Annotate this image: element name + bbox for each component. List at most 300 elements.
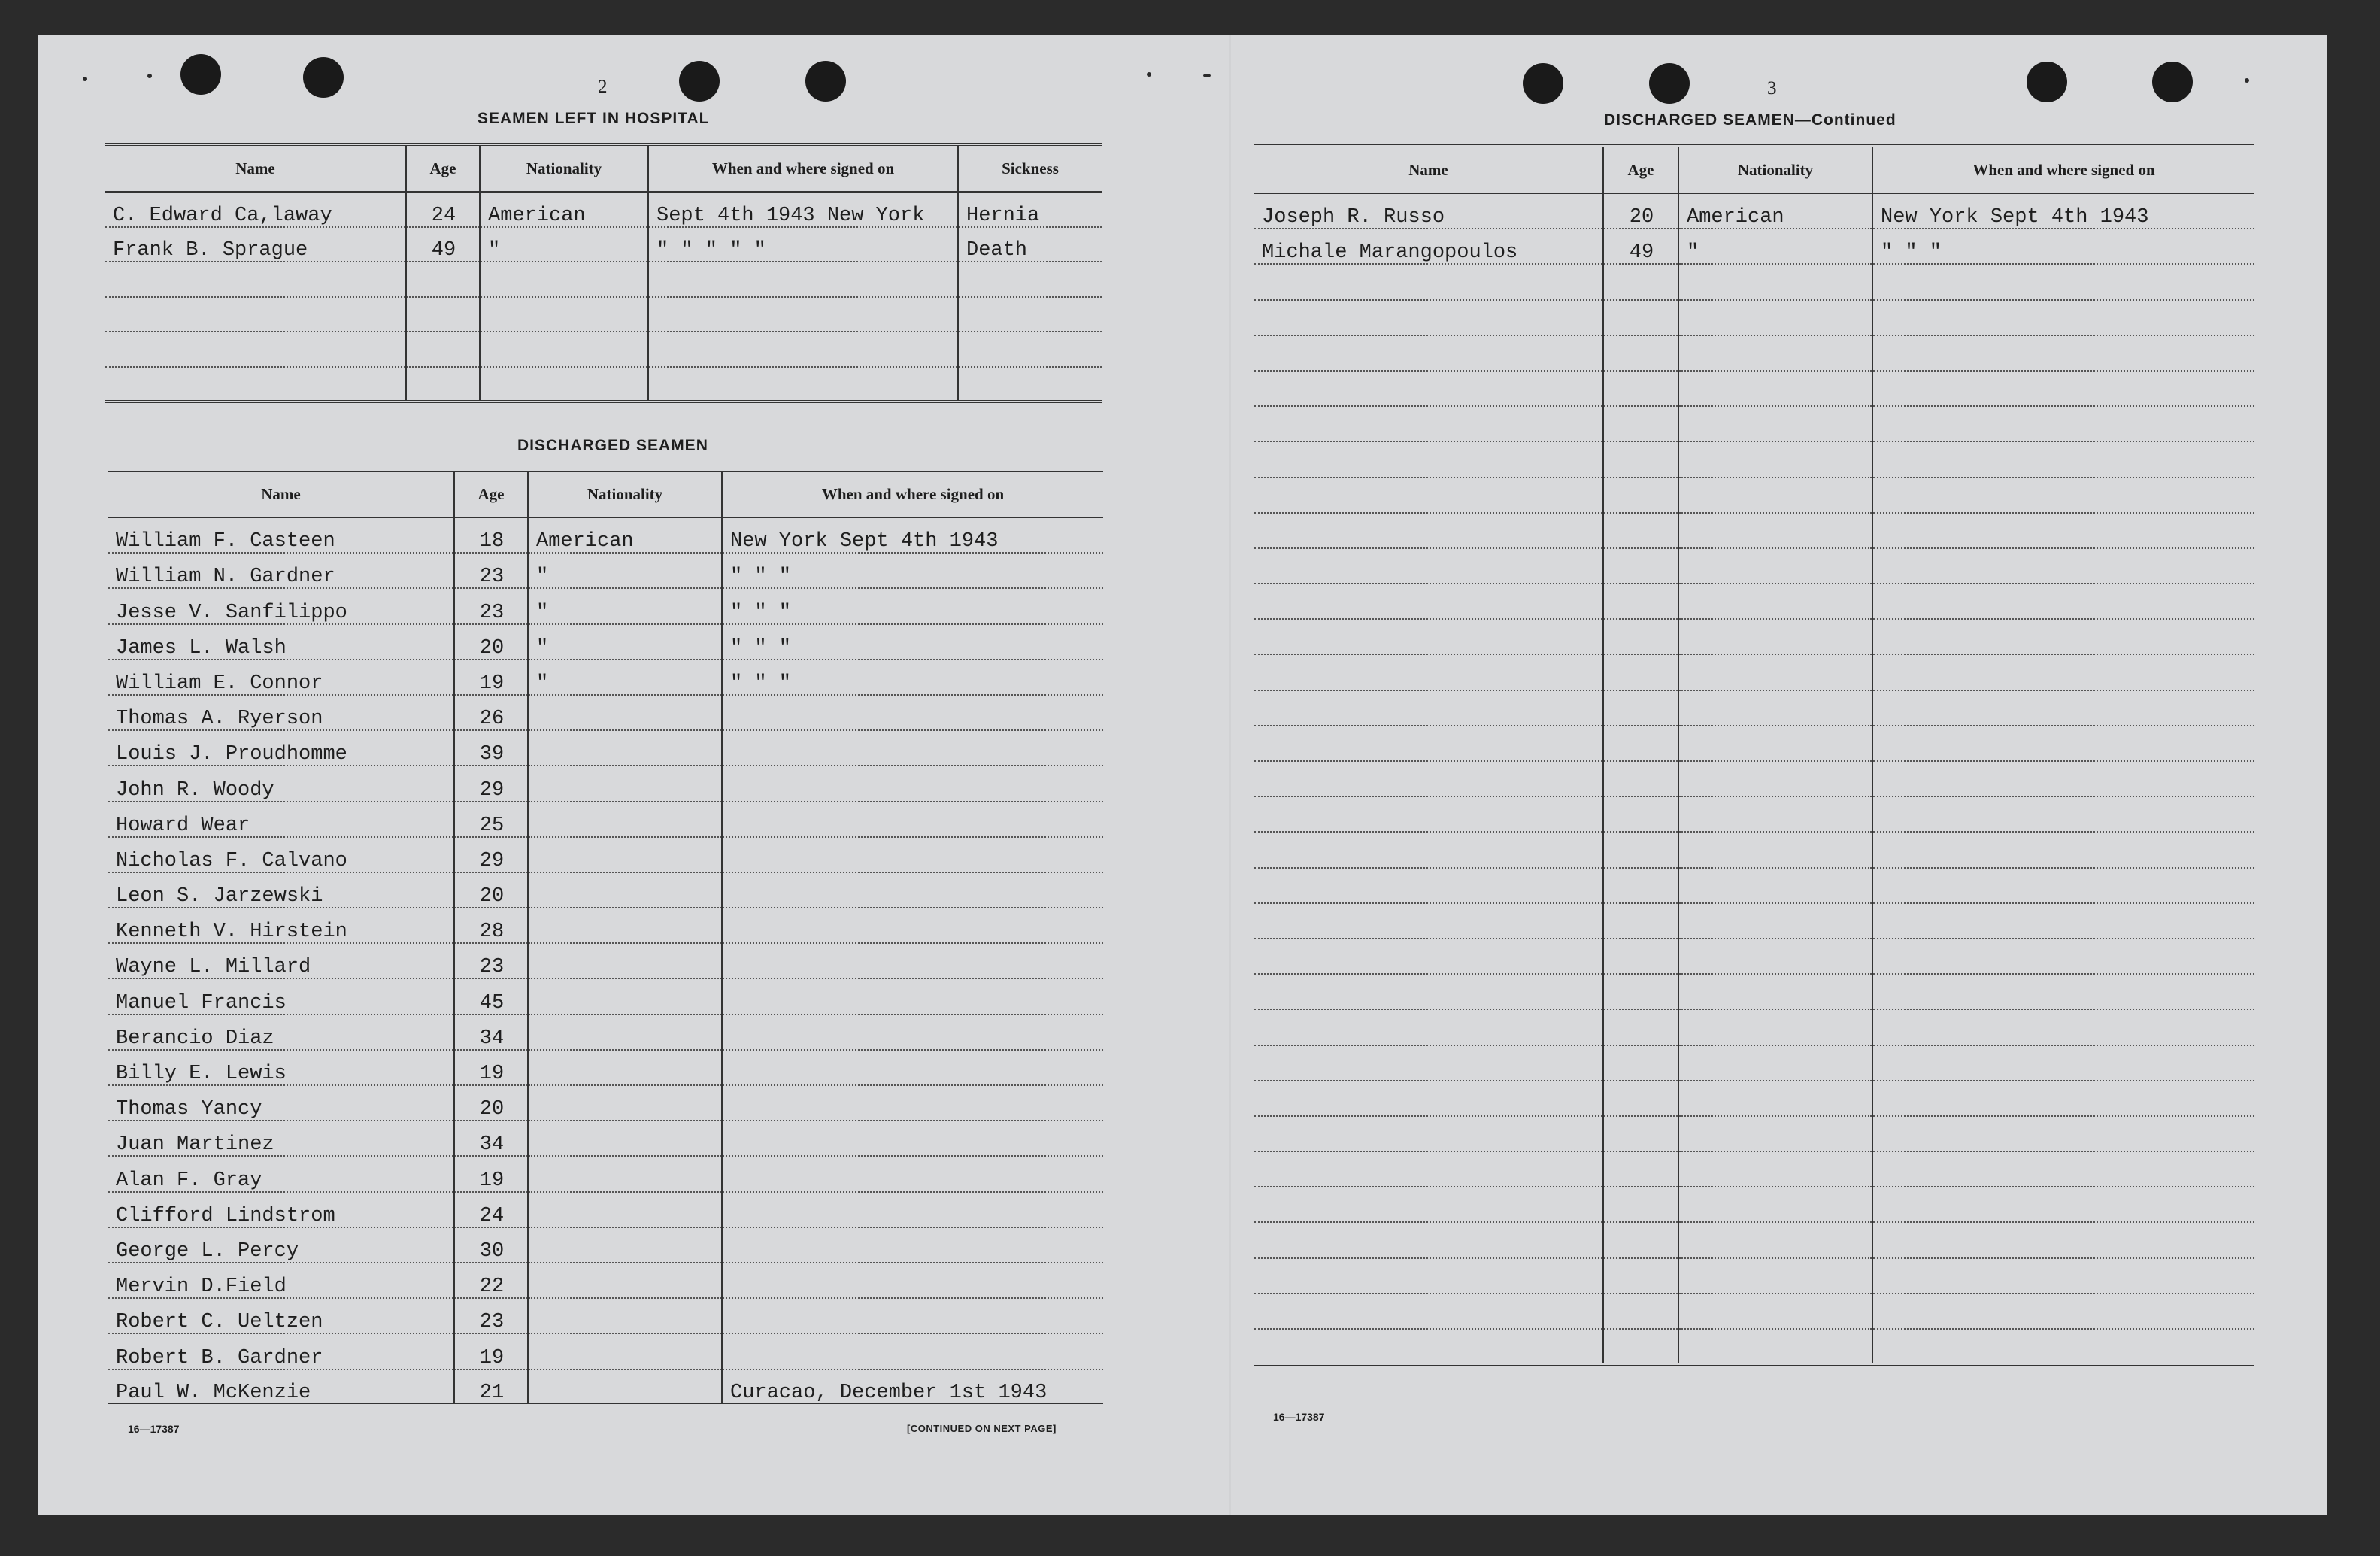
age-cell	[1603, 619, 1678, 654]
age-cell: 20	[454, 1085, 528, 1121]
nationality-cell	[528, 837, 722, 872]
table-row	[108, 1121, 1103, 1156]
table-row	[1254, 406, 2254, 441]
nationality-cell	[1678, 1222, 1872, 1257]
table-row	[108, 553, 1103, 588]
column-header-nationality: Nationality	[528, 470, 722, 517]
signed-on-cell	[1872, 513, 2254, 548]
column-header-age: Age	[406, 144, 480, 192]
paper-speck	[83, 77, 87, 81]
nationality-cell	[1678, 548, 1872, 584]
table-row	[108, 1263, 1103, 1298]
table-row	[105, 262, 1102, 297]
name-cell	[1254, 406, 1603, 441]
nationality-cell	[1678, 939, 1872, 974]
table-row	[1254, 371, 2254, 406]
table-row	[1254, 761, 2254, 796]
age-cell	[1603, 726, 1678, 761]
name-cell	[1254, 513, 1603, 548]
signed-on-cell	[722, 1156, 1103, 1191]
name-cell: Joseph R. Russo	[1254, 193, 1603, 229]
name-cell: William N. Gardner	[108, 553, 454, 588]
age-cell: 23	[454, 588, 528, 623]
table-row	[108, 624, 1103, 660]
table-row	[108, 695, 1103, 730]
table-row	[108, 1085, 1103, 1121]
signed-on-cell	[1872, 584, 2254, 619]
age-cell	[1603, 264, 1678, 299]
table-row	[1254, 300, 2254, 335]
name-cell	[1254, 1329, 1603, 1364]
signed-on-cell	[722, 730, 1103, 766]
age-cell: 19	[454, 1333, 528, 1369]
name-cell: William E. Connor	[108, 660, 454, 695]
signed-on-cell	[1872, 1258, 2254, 1294]
table-row	[105, 332, 1102, 367]
signed-on-cell	[1872, 1116, 2254, 1151]
signed-on-cell: " " "	[722, 588, 1103, 623]
age-cell: 20	[454, 624, 528, 660]
column-header-age: Age	[1603, 146, 1678, 193]
table-row	[1254, 1222, 2254, 1257]
discharged-section-heading: DISCHARGED SEAMEN	[517, 437, 708, 454]
age-cell	[1603, 796, 1678, 832]
name-cell	[1254, 1294, 1603, 1329]
signed-on-cell	[1872, 300, 2254, 335]
table-row	[1254, 903, 2254, 939]
name-cell: Frank B. Sprague	[105, 227, 406, 262]
table-row	[1254, 548, 2254, 584]
nationality-cell	[528, 695, 722, 730]
age-cell	[1603, 939, 1678, 974]
table-row	[108, 1192, 1103, 1227]
table-row	[1254, 1258, 2254, 1294]
paper-speck	[2245, 78, 2249, 83]
nationality-cell	[1678, 654, 1872, 690]
table-row	[108, 978, 1103, 1014]
signed-on-cell	[722, 943, 1103, 978]
signed-on-cell	[648, 332, 958, 367]
signed-on-cell	[1872, 1187, 2254, 1222]
signed-on-cell	[1872, 974, 2254, 1009]
name-cell	[105, 297, 406, 332]
nationality-cell	[528, 1192, 722, 1227]
name-cell: Billy E. Lewis	[108, 1050, 454, 1085]
age-cell	[1603, 1222, 1678, 1257]
signed-on-cell	[722, 872, 1103, 908]
paper-speck	[147, 74, 152, 78]
table-row	[1254, 1151, 2254, 1187]
signed-on-cell	[1872, 371, 2254, 406]
nationality-cell	[1678, 1151, 1872, 1187]
nationality-cell	[1678, 796, 1872, 832]
continued-note: [CONTINUED ON NEXT PAGE]	[907, 1423, 1057, 1434]
nationality-cell	[528, 766, 722, 801]
table-row	[1254, 478, 2254, 513]
name-cell	[1254, 335, 1603, 371]
age-cell	[1603, 1045, 1678, 1081]
table-row	[108, 1369, 1103, 1405]
column-header-name: Name	[105, 144, 406, 192]
signed-on-cell	[722, 695, 1103, 730]
name-cell	[1254, 903, 1603, 939]
table-row	[108, 943, 1103, 978]
age-cell	[1603, 1081, 1678, 1116]
age-cell: 25	[454, 802, 528, 837]
age-cell	[406, 297, 480, 332]
nationality-cell: "	[528, 588, 722, 623]
age-cell: 22	[454, 1263, 528, 1298]
name-cell	[1254, 1081, 1603, 1116]
age-cell: 18	[454, 517, 528, 553]
nationality-cell	[528, 1298, 722, 1333]
nationality-cell: "	[528, 553, 722, 588]
nationality-cell	[480, 262, 648, 297]
age-cell: 26	[454, 695, 528, 730]
signed-on-cell	[1872, 478, 2254, 513]
signed-on-cell: New York Sept 4th 1943	[722, 517, 1103, 553]
signed-on-cell	[722, 1263, 1103, 1298]
name-cell: Mervin D.Field	[108, 1263, 454, 1298]
name-cell	[1254, 726, 1603, 761]
name-cell: Kenneth V. Hirstein	[108, 908, 454, 943]
signed-on-cell	[722, 908, 1103, 943]
name-cell	[1254, 584, 1603, 619]
signed-on-cell	[1872, 1081, 2254, 1116]
name-cell	[1254, 300, 1603, 335]
table-row	[1254, 229, 2254, 264]
signed-on-cell	[722, 802, 1103, 837]
nationality-cell	[528, 802, 722, 837]
nationality-cell	[1678, 1081, 1872, 1116]
left-form-number: 16—17387	[128, 1423, 180, 1435]
name-cell	[1254, 868, 1603, 903]
name-cell: Clifford Lindstrom	[108, 1192, 454, 1227]
nationality-cell	[1678, 1187, 1872, 1222]
table-row	[1254, 619, 2254, 654]
table-row	[108, 660, 1103, 695]
signed-on-cell	[1872, 335, 2254, 371]
name-cell	[1254, 939, 1603, 974]
nationality-cell	[1678, 478, 1872, 513]
name-cell	[1254, 619, 1603, 654]
age-cell	[1603, 1329, 1678, 1364]
table-row	[1254, 1187, 2254, 1222]
name-cell	[1254, 478, 1603, 513]
name-cell	[1254, 1009, 1603, 1045]
age-cell: 24	[454, 1192, 528, 1227]
table-row	[1254, 193, 2254, 229]
table-row	[108, 1298, 1103, 1333]
signed-on-cell	[1872, 726, 2254, 761]
name-cell	[1254, 974, 1603, 1009]
age-cell	[1603, 513, 1678, 548]
signed-on-cell	[1872, 654, 2254, 690]
age-cell	[1603, 300, 1678, 335]
nationality-cell	[528, 872, 722, 908]
signed-on-cell	[722, 766, 1103, 801]
name-cell: Louis J. Proudhomme	[108, 730, 454, 766]
signed-on-cell	[722, 978, 1103, 1014]
column-header-nationality: Nationality	[1678, 146, 1872, 193]
nationality-cell	[1678, 761, 1872, 796]
age-cell	[1603, 1258, 1678, 1294]
table-row	[105, 367, 1102, 402]
name-cell	[105, 367, 406, 402]
nationality-cell: "	[528, 660, 722, 695]
name-cell	[1254, 690, 1603, 726]
punch-hole	[1523, 63, 1563, 104]
discharged-table	[108, 469, 1103, 1406]
age-cell: 34	[454, 1121, 528, 1156]
age-cell: 28	[454, 908, 528, 943]
name-cell: Berancio Diaz	[108, 1015, 454, 1050]
column-header-age: Age	[454, 470, 528, 517]
table-row	[108, 872, 1103, 908]
nationality-cell: "	[1678, 229, 1872, 264]
table-row	[108, 802, 1103, 837]
table-row	[1254, 690, 2254, 726]
age-cell	[1603, 690, 1678, 726]
nationality-cell	[528, 1085, 722, 1121]
table-row	[1254, 1294, 2254, 1329]
signed-on-cell	[1872, 690, 2254, 726]
age-cell: 21	[454, 1369, 528, 1405]
punch-hole	[2152, 62, 2193, 102]
signed-on-cell: " " "	[1872, 229, 2254, 264]
table-row	[108, 1015, 1103, 1050]
table-row	[1254, 584, 2254, 619]
nationality-cell	[528, 943, 722, 978]
table-row	[1254, 939, 2254, 974]
name-cell: Robert B. Gardner	[108, 1333, 454, 1369]
name-cell	[1254, 1116, 1603, 1151]
age-cell	[406, 367, 480, 402]
age-cell	[406, 332, 480, 367]
age-cell	[1603, 654, 1678, 690]
table-row	[1254, 1009, 2254, 1045]
signed-on-cell: " " "	[722, 660, 1103, 695]
nationality-cell	[1678, 406, 1872, 441]
table-row	[105, 192, 1102, 227]
name-cell: John R. Woody	[108, 766, 454, 801]
column-header-name: Name	[1254, 146, 1603, 193]
punch-hole	[303, 57, 344, 98]
hospital-section-heading: SEAMEN LEFT IN HOSPITAL	[478, 110, 710, 127]
name-cell	[105, 332, 406, 367]
sickness-cell	[958, 262, 1102, 297]
age-cell	[1603, 868, 1678, 903]
age-cell	[1603, 478, 1678, 513]
paper-speck	[1203, 74, 1211, 77]
age-cell: 29	[454, 766, 528, 801]
table-row	[108, 837, 1103, 872]
age-cell: 20	[1603, 193, 1678, 229]
age-cell	[1603, 335, 1678, 371]
name-cell	[1254, 1187, 1603, 1222]
table-row	[1254, 441, 2254, 477]
name-cell	[1254, 832, 1603, 867]
nationality-cell	[1678, 868, 1872, 903]
signed-on-cell	[1872, 903, 2254, 939]
column-header-nationality: Nationality	[480, 144, 648, 192]
signed-on-cell: Curacao, December 1st 1943	[722, 1369, 1103, 1405]
signed-on-cell	[648, 367, 958, 402]
nationality-cell	[1678, 726, 1872, 761]
sickness-cell: Death	[958, 227, 1102, 262]
signed-on-cell	[1872, 1151, 2254, 1187]
age-cell: 45	[454, 978, 528, 1014]
table-row	[108, 517, 1103, 553]
table-row	[1254, 1116, 2254, 1151]
age-cell: 49	[1603, 229, 1678, 264]
nationality-cell: "	[480, 227, 648, 262]
name-cell: Jesse V. Sanfilippo	[108, 588, 454, 623]
signed-on-cell	[1872, 1009, 2254, 1045]
signed-on-cell	[1872, 1222, 2254, 1257]
nationality-cell: American	[528, 517, 722, 553]
signed-on-cell	[1872, 619, 2254, 654]
nationality-cell	[528, 1121, 722, 1156]
age-cell	[406, 262, 480, 297]
name-cell: Thomas Yancy	[108, 1085, 454, 1121]
column-header-signed-on: When and where signed on	[722, 470, 1103, 517]
nationality-cell	[1678, 619, 1872, 654]
signed-on-cell: New York Sept 4th 1943	[1872, 193, 2254, 229]
nationality-cell	[528, 1227, 722, 1263]
nationality-cell	[528, 1015, 722, 1050]
table-row	[108, 1156, 1103, 1191]
left-page-number: 2	[598, 77, 608, 97]
name-cell: James L. Walsh	[108, 624, 454, 660]
age-cell: 19	[454, 660, 528, 695]
age-cell: 30	[454, 1227, 528, 1263]
name-cell	[1254, 796, 1603, 832]
nationality-cell	[1678, 1116, 1872, 1151]
age-cell: 20	[454, 872, 528, 908]
name-cell: Paul W. McKenzie	[108, 1369, 454, 1405]
right-form-number: 16—17387	[1273, 1411, 1325, 1423]
table-row	[108, 730, 1103, 766]
name-cell: George L. Percy	[108, 1227, 454, 1263]
page-fold	[1229, 35, 1231, 1515]
name-cell: Manuel Francis	[108, 978, 454, 1014]
punch-hole	[1649, 63, 1690, 104]
table-row	[108, 766, 1103, 801]
table-row	[1254, 1329, 2254, 1364]
discharged-continued-table	[1254, 144, 2254, 1366]
nationality-cell	[528, 1050, 722, 1085]
name-cell	[1254, 761, 1603, 796]
table-row	[1254, 974, 2254, 1009]
age-cell	[1603, 903, 1678, 939]
signed-on-cell	[1872, 868, 2254, 903]
nationality-cell	[1678, 690, 1872, 726]
table-row	[1254, 796, 2254, 832]
table-row	[1254, 654, 2254, 690]
age-cell: 39	[454, 730, 528, 766]
name-cell: Michale Marangopoulos	[1254, 229, 1603, 264]
table-row	[108, 1227, 1103, 1263]
nationality-cell	[1678, 513, 1872, 548]
name-cell	[1254, 1222, 1603, 1257]
paper-speck	[1147, 72, 1151, 77]
age-cell	[1603, 441, 1678, 477]
signed-on-cell: Sept 4th 1943 New York	[648, 192, 958, 227]
nationality-cell	[480, 367, 648, 402]
signed-on-cell	[1872, 1045, 2254, 1081]
signed-on-cell	[1872, 939, 2254, 974]
nationality-cell: American	[480, 192, 648, 227]
name-cell	[1254, 1151, 1603, 1187]
name-cell	[1254, 654, 1603, 690]
signed-on-cell	[722, 1121, 1103, 1156]
age-cell	[1603, 1294, 1678, 1329]
sickness-cell: Hernia	[958, 192, 1102, 227]
table-row	[1254, 335, 2254, 371]
nationality-cell: American	[1678, 193, 1872, 229]
nationality-cell	[1678, 335, 1872, 371]
signed-on-cell	[1872, 832, 2254, 867]
age-cell	[1603, 548, 1678, 584]
signed-on-cell	[1872, 264, 2254, 299]
age-cell	[1603, 406, 1678, 441]
signed-on-cell: " " " " "	[648, 227, 958, 262]
nationality-cell: "	[528, 624, 722, 660]
column-header-sickness: Sickness	[958, 144, 1102, 192]
table-row	[105, 227, 1102, 262]
signed-on-cell	[648, 262, 958, 297]
nationality-cell	[1678, 1258, 1872, 1294]
signed-on-cell	[1872, 548, 2254, 584]
age-cell	[1603, 1151, 1678, 1187]
name-cell: Juan Martinez	[108, 1121, 454, 1156]
name-cell	[105, 262, 406, 297]
signed-on-cell	[1872, 406, 2254, 441]
table-row	[1254, 1045, 2254, 1081]
age-cell	[1603, 761, 1678, 796]
table-row	[108, 588, 1103, 623]
name-cell	[1254, 1258, 1603, 1294]
name-cell: C. Edward Ca,laway	[105, 192, 406, 227]
nationality-cell	[528, 1263, 722, 1298]
table-row	[1254, 832, 2254, 867]
table-row	[108, 1050, 1103, 1085]
nationality-cell	[1678, 832, 1872, 867]
nationality-cell	[1678, 903, 1872, 939]
name-cell: Robert C. Ueltzen	[108, 1298, 454, 1333]
punch-hole	[180, 54, 221, 95]
signed-on-cell: " " "	[722, 553, 1103, 588]
sickness-cell	[958, 297, 1102, 332]
nationality-cell	[1678, 300, 1872, 335]
age-cell	[1603, 584, 1678, 619]
signed-on-cell	[722, 1015, 1103, 1050]
name-cell: Thomas A. Ryerson	[108, 695, 454, 730]
age-cell: 29	[454, 837, 528, 872]
nationality-cell	[1678, 371, 1872, 406]
right-page-number: 3	[1767, 78, 1777, 99]
table-row	[1254, 1081, 2254, 1116]
signed-on-cell	[722, 1050, 1103, 1085]
signed-on-cell	[722, 1333, 1103, 1369]
table-row	[1254, 726, 2254, 761]
signed-on-cell	[1872, 1329, 2254, 1364]
nationality-cell	[528, 730, 722, 766]
nationality-cell	[528, 1369, 722, 1405]
nationality-cell	[528, 978, 722, 1014]
age-cell: 23	[454, 553, 528, 588]
